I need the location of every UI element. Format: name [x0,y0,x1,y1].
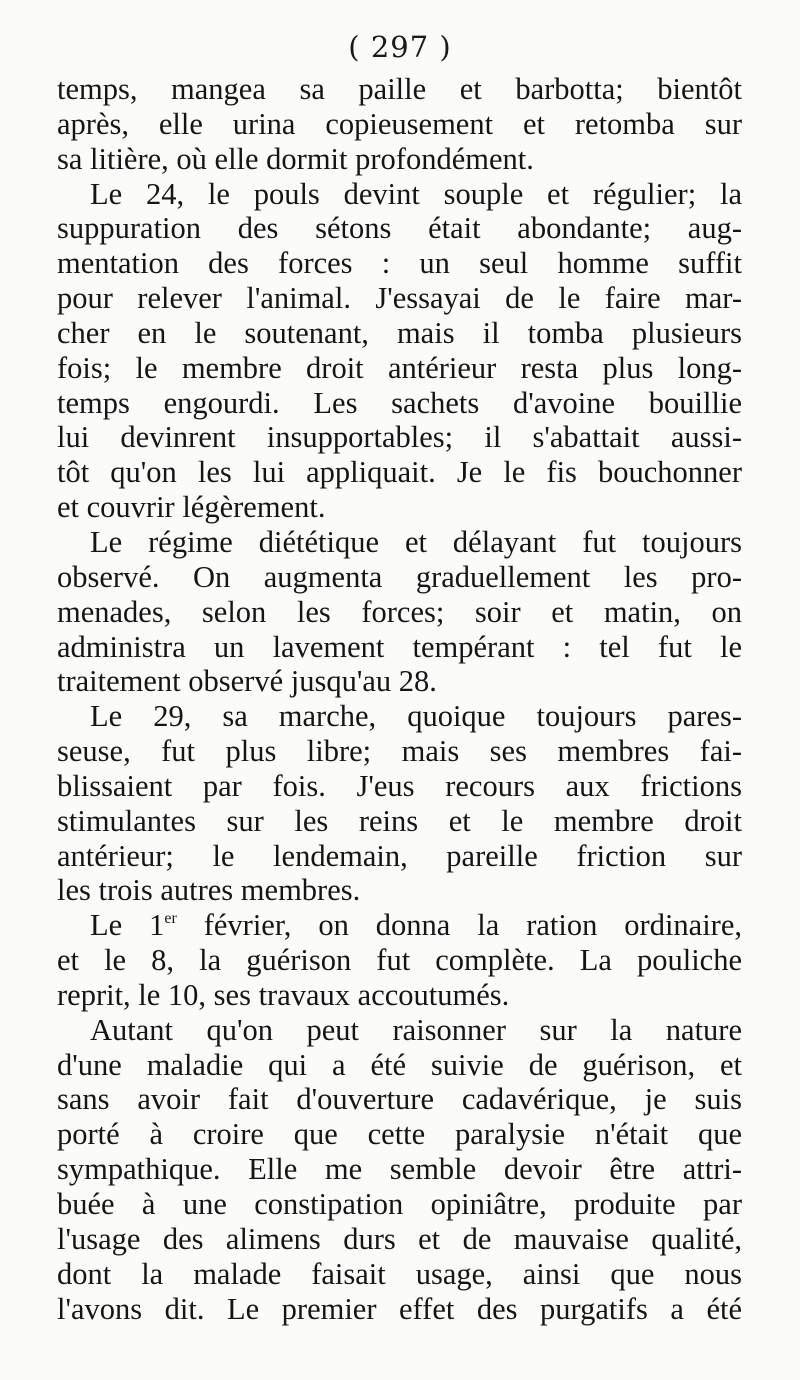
text-line: sympathique. Elle me semble devoir être attri- [57,1152,742,1187]
text-line: fois; le membre droit antérieur resta plus long- [57,350,742,385]
text-line: Le régime diététique et délayant fut toujours [90,524,742,559]
text-line: seuse, fut plus libre; mais ses membres fai- [57,734,742,769]
text-line: les trois autres membres. [57,873,361,908]
text-line: menades, selon les forces; soir et matin, on [57,594,742,629]
text-line: stimulantes sur les reins et le membre droit [57,803,742,838]
text-line: buée à une constipation opiniâtre, produite par [57,1187,742,1221]
page-number: ( 297 ) [348,30,452,64]
text-line: lui devinrent insupportables; il s'abattait aussi- [57,420,742,455]
text-line: temps engourdi. Les sachets d'avoine bouillie [57,385,742,420]
text-line: Le 29, sa marche, quoique toujours pares- [90,699,742,734]
text-line: dont la malade faisait usage, ainsi que nous [57,1256,742,1291]
text-line: l'usage des alimens durs et de mauvaise qualité, [57,1221,742,1256]
text-line: l'avons dit. Le premier effet des purgatifs a été [57,1291,742,1326]
text-line: temps, mangea sa paille et barbotta; bientôt [57,72,742,106]
text-line: observé. On augmenta graduellement les pro- [57,559,742,594]
text-line-part: Le 1 [90,908,165,943]
text-line: et couvrir légèrement. [57,490,326,525]
text-line: porté à croire que cette paralysie n'était que [57,1117,742,1152]
text-line: Autant qu'on peut raisonner sur la nature [90,1012,742,1047]
text-line: sa litière, où elle dormit profondément. [57,141,534,176]
text-line: reprit, le 10, ses travaux accoutumés. [57,977,510,1012]
text-line: après, elle urina copieusement et retomba sur [57,106,742,141]
text-line: et le 8, la guérison fut complète. La pouliche [57,943,742,978]
text-line: antérieur; le lendemain, pareille friction sur [57,838,742,873]
text-line: Le 24, le pouls devint souple et régulier; la [90,176,742,211]
body-text [57,72,742,1326]
text-line: cher en le soutenant, mais il tomba plusieurs [57,315,742,350]
text-line: tôt qu'on les lui appliquait. Je le fis bouchonner [57,455,742,490]
text-line: administra un lavement tempérant : tel fut le [57,629,742,664]
text-line: d'une maladie qui a été suivie de guérison, et [57,1047,742,1082]
text-line: blissaient par fois. J'eus recours aux frictions [57,768,742,803]
text-line [57,908,742,943]
text-line: mentation des forces : un seul homme suffit [57,246,742,281]
superscript: er [164,910,177,928]
text-line: pour relever l'animal. J'essayai de le faire mar- [57,281,742,316]
text-line: traitement observé jusqu'au 28. [57,664,437,699]
text-line: sans avoir fait d'ouverture cadavérique, je suis [57,1082,742,1117]
text-line-part: février, on donna la ration ordinaire, [176,908,742,943]
text-line: suppuration des sétons était abondante; aug- [57,211,742,246]
